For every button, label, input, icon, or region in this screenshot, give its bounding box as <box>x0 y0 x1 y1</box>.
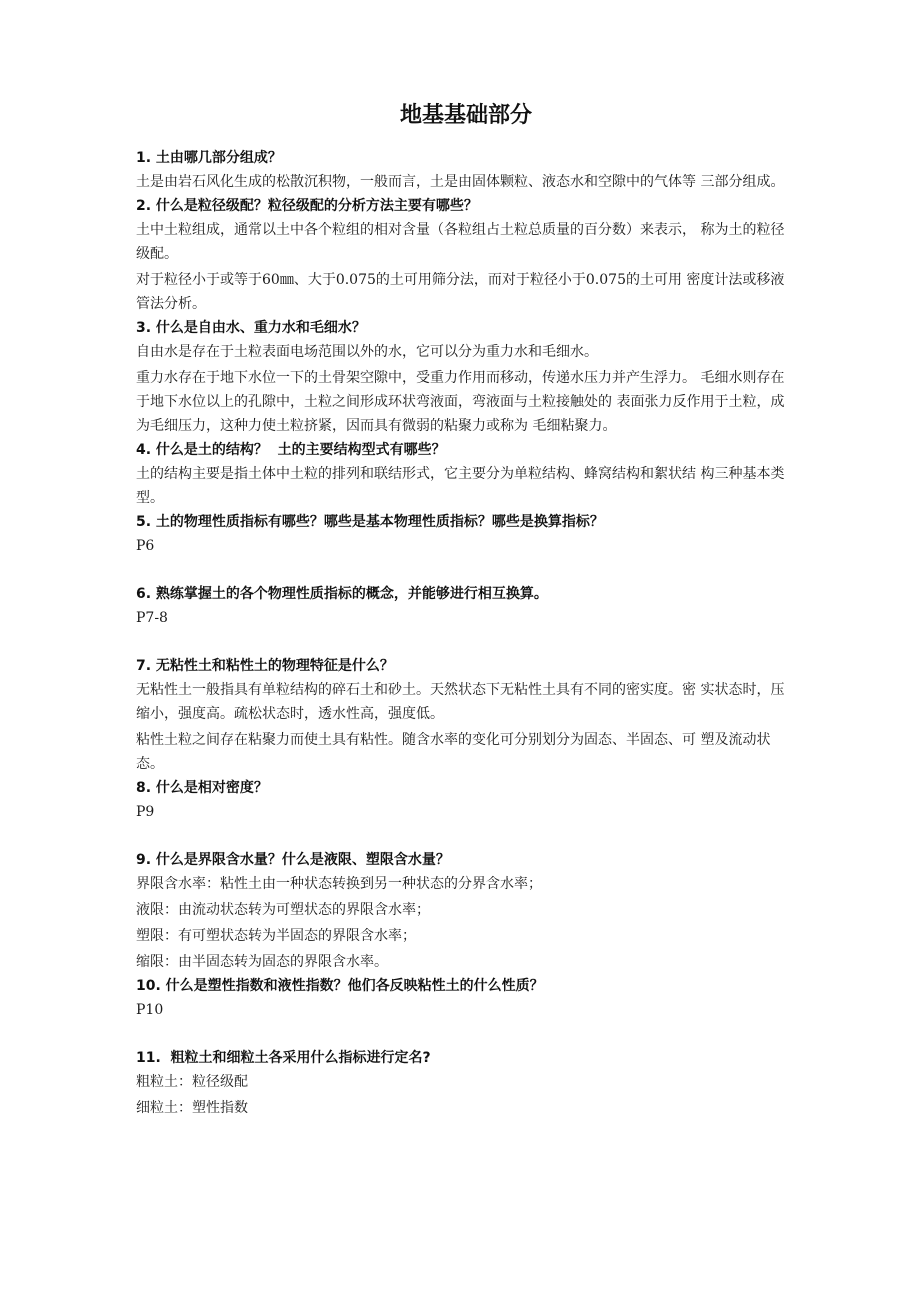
question-heading: 4. 什么是土的结构？ 土的主要结构型式有哪些？ <box>136 442 446 458</box>
answer-paragraph: P7-8 <box>136 610 168 626</box>
answer-paragraph: 液限：由流动状态转为可塑状态的界限含水率； <box>136 902 430 918</box>
qa-item <box>136 146 796 194</box>
qa-item <box>136 194 796 316</box>
answer-paragraph: 细粒土：塑性指数 <box>136 1100 248 1116</box>
question-heading: 2. 什么是粒径级配？粒径级配的分析方法主要有哪些？ <box>136 198 478 214</box>
question-heading: 11. 粗粒土和细粒土各采用什么指标进行定名? <box>136 1050 431 1066</box>
question-heading: 9. 什么是界限含水量？什么是液限、塑限含水量？ <box>136 852 450 868</box>
qa-item <box>136 654 796 776</box>
answer-paragraph: 塑限：有可塑状态转为半固态的界限含水率； <box>136 928 416 944</box>
question-heading: 10. 什么是塑性指数和液性指数？他们各反映粘性土的什么性质？ <box>136 978 544 994</box>
answer-paragraph: 缩限：由半固态转为固态的界限含水率。 <box>136 954 388 970</box>
answer-paragraph: P10 <box>136 1002 164 1018</box>
document-page <box>136 100 796 1120</box>
answer-paragraph: P9 <box>136 804 155 820</box>
answer-paragraph: 粘性土粒之间存在粘聚力而使土具有粘性。随含水率的变化可分别划分为固态、半固态、可 塑及流动状态。 <box>136 732 771 772</box>
qa-item <box>136 974 796 1022</box>
answer-paragraph: 粗粒土：粒径级配 <box>136 1074 248 1090</box>
answer-paragraph: 自由水是存在于土粒表面电场范围以外的水，它可以分为重力水和毛细水。 <box>136 344 598 360</box>
qa-item <box>136 510 796 558</box>
qa-list <box>136 146 796 1120</box>
qa-item <box>136 848 796 974</box>
answer-paragraph: 无粘性土一般指具有单粒结构的碎石土和砂土。天然状态下无粘性土具有不同的密实度。密 实状态时，压缩小，强度高。疏松状态时，透水性高，强度低。 <box>136 682 785 722</box>
answer-paragraph: P6 <box>136 538 155 554</box>
answer-paragraph: 土的结构主要是指土体中土粒的排列和联结形式，它主要分为单粒结构、蜂窝结构和絮状结 构三种基本类型。 <box>136 466 785 506</box>
document-title: 地基基础部分 <box>399 103 532 128</box>
qa-item <box>136 582 796 630</box>
answer-paragraph: 重力水存在于地下水位一下的土骨架空隙中，受重力作用而移动，传递水压力并产生浮力。 毛细水则存在于地下水位以上的孔隙中，土粒之间形成环状弯液面，弯液面与土粒接触处的 表面张力反作用于土粒，成为毛细压力，这种力使土粒挤紧，因而具有微弱的粘聚力或称为 毛细粘聚力。 <box>136 370 785 434</box>
answer-paragraph: 土中土粒组成，通常以土中各个粒组的相对含量（各粒组占土粒总质量的百分数）来表示， 称为土的粒径级配。 <box>136 222 785 262</box>
qa-item <box>136 438 796 510</box>
qa-item <box>136 316 796 438</box>
question-heading: 7. 无粘性土和粘性土的物理特征是什么？ <box>136 658 394 674</box>
qa-item <box>136 1046 796 1120</box>
question-heading: 6. 熟练掌握土的各个物理性质指标的概念，并能够进行相互换算。 <box>136 586 548 602</box>
question-heading: 3. 什么是自由水、重力水和毛细水？ <box>136 320 366 336</box>
question-heading: 5. 土的物理性质指标有哪些？哪些是基本物理性质指标？哪些是换算指标？ <box>136 514 604 530</box>
question-heading: 1. 土由哪几部分组成？ <box>136 150 282 166</box>
answer-paragraph: 对于粒径小于或等于60㎜、大于0.075的土可用筛分法，而对于粒径小于0.075的土可用 密度计法或移液管法分析。 <box>136 272 785 312</box>
answer-paragraph: 土是由岩石风化生成的松散沉积物，一般而言，土是由固体颗粒、液态水和空隙中的气体等 三部分组成。 <box>136 174 785 190</box>
qa-item <box>136 776 796 824</box>
question-heading: 8. 什么是相对密度？ <box>136 780 268 796</box>
answer-paragraph: 界限含水率：粘性土由一种状态转换到另一种状态的分界含水率； <box>136 876 542 892</box>
